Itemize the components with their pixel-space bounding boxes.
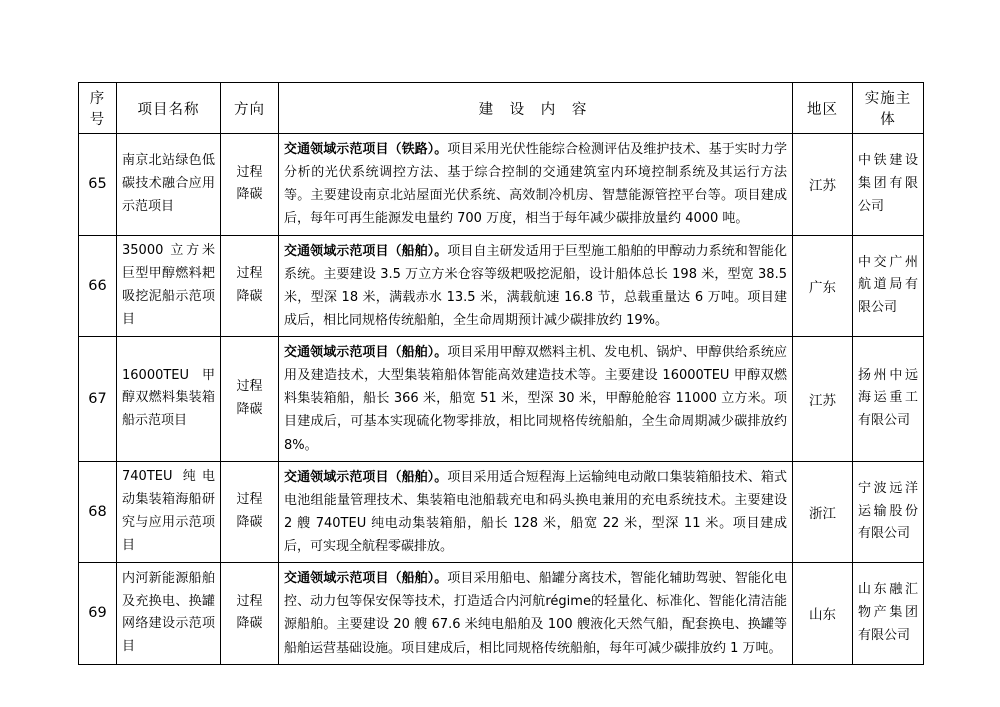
cell-direction [221,461,279,563]
cell-project-name: 740TEU 纯电动集装箱海船研究与应用示范项目 [117,461,221,563]
cell-subject: 中交广州航道局有限公司 [853,235,924,337]
direction-line-1: 过程 [236,379,263,395]
direction-line-2: 降碳 [236,401,263,417]
direction-line-1: 过程 [236,492,263,508]
cell-no: 69 [79,563,117,665]
cell-content [279,337,793,462]
cell-direction [221,563,279,665]
table-header-row [79,83,924,134]
table-body [79,134,924,665]
table-row [79,235,924,337]
content-body: 项目采用甲醇双燃料主机、发电机、锅炉、甲醇供给系统应用及建造技术，大型集装箱船体智能高效建造技术等。主要建设 16000TEU 甲醇双燃料集装箱船，船长 366 米，船宽 51 米，型深 30 米，甲醇舱舱容 11000 立方米。项目建成后，可基本实现硫化物零排放，相比同规格传统船舶，全生命周期减少碳排放约 8%。 [284,345,787,453]
content-lead: 交通领域示范项目（船舶）。 [284,469,448,485]
direction-line-1: 过程 [236,593,263,609]
cell-project-name: 16000TEU 甲醇双燃料集装箱船示范项目 [117,337,221,462]
project-table [78,82,924,665]
cell-subject: 宁波远洋运输股份有限公司 [853,461,924,563]
table-row [79,563,924,665]
cell-no: 67 [79,337,117,462]
cell-direction [221,337,279,462]
direction-line-1: 过程 [236,266,263,281]
column-header-subject: 实施主体 [853,83,924,134]
cell-no: 66 [79,235,117,337]
cell-region: 江苏 [793,337,853,462]
table-row [79,134,924,236]
cell-project-name: 35000 立方米巨型甲醇燃料耙吸挖泥船示范项目 [117,235,221,337]
direction-line-2: 降碳 [236,288,263,304]
column-header-name: 项目名称 [117,83,221,134]
cell-content [279,235,793,337]
column-header-no: 序号 [79,83,117,134]
cell-no: 68 [79,461,117,563]
direction-line-2: 降碳 [236,616,263,632]
cell-content [279,461,793,563]
content-body: 项目采用船电、船罐分离技术，智能化辅助驾驶、智能化电控、动力包等保安保等技术，打造适合内河航régime的轻量化、标准化、智能化清洁能源船舶。主要建设 20 艘 67.6 米纯电船舶及 100 艘液化天然气船，配套换电、换罐等船舶运营基础设施。项目建成后，相比同规格传统船舶，每年可减少碳排放约 1 万吨。 [284,571,787,656]
cell-subject: 中铁建设集团有限公司 [853,134,924,236]
cell-direction [221,235,279,337]
cell-region: 广东 [793,235,853,337]
column-header-content: 建 设 内 容 [279,83,793,134]
cell-region: 山东 [793,563,853,665]
content-body: 项目采用光伏性能综合检测评估及维护技术、基于实时力学分析的光伏系统调控方法、基于综合控制的交通建筑室内环境控制系统及其运行方法等。主要建设南京北站屋面光伏系统、高效制冷机房、智慧能源管控平台等。项目建成后，每年可再生能源发电量约 700 万度，相当于每年减少碳排放量约 4000 吨。 [284,142,787,227]
cell-subject: 扬州中远海运重工有限公司 [853,337,924,462]
direction-line-2: 降碳 [236,514,263,530]
column-header-region: 地区 [793,83,853,134]
table-row [79,461,924,563]
cell-region: 江苏 [793,134,853,236]
content-body: 项目自主研发适用于巨型施工船舶的甲醇动力系统和智能化系统。主要建设 3.5 万立方米仓容等级耙吸挖泥船，设计船体总长 198 米，型宽 38.5 米，型深 18 米，满载赤水 13.5 米，满载航速 16.8 节，总载重量达 6 万吨。项目建成后，相比同规格传统船舶，全生命周期预计减少碳排放约 19%。 [284,243,787,328]
cell-content [279,134,793,236]
table-row [79,337,924,462]
cell-no: 65 [79,134,117,236]
cell-direction [221,134,279,236]
cell-subject: 山东融汇物产集团有限公司 [853,563,924,665]
direction-line-2: 降碳 [236,187,263,203]
content-lead: 交通领域示范项目（船舶）。 [284,571,448,587]
column-header-direction: 方向 [221,83,279,134]
cell-project-name: 南京北站绿色低碳技术融合应用示范项目 [117,134,221,236]
table-container [78,82,923,665]
content-lead: 交通领域示范项目（铁路）。 [284,142,448,157]
cell-content [279,563,793,665]
content-body: 项目采用适合短程海上运输纯电动敞口集装箱船技术、箱式电池组能量管理技术、集装箱电池船载充电和码头换电兼用的充电系统技术。主要建设 2 艘 740TEU 纯电动集装箱船，船长 128 米，船宽 22 米，型深 11 米。项目建成后，可实现全航程零碳排放。 [284,469,787,554]
cell-region: 浙江 [793,461,853,563]
content-lead: 交通领域示范项目（船舶）。 [284,243,448,259]
cell-project-name: 内河新能源船舶及充换电、换罐网络建设示范项目 [117,563,221,665]
direction-line-1: 过程 [236,164,263,180]
content-lead: 交通领域示范项目（船舶）。 [284,345,448,360]
table-header [79,83,924,134]
